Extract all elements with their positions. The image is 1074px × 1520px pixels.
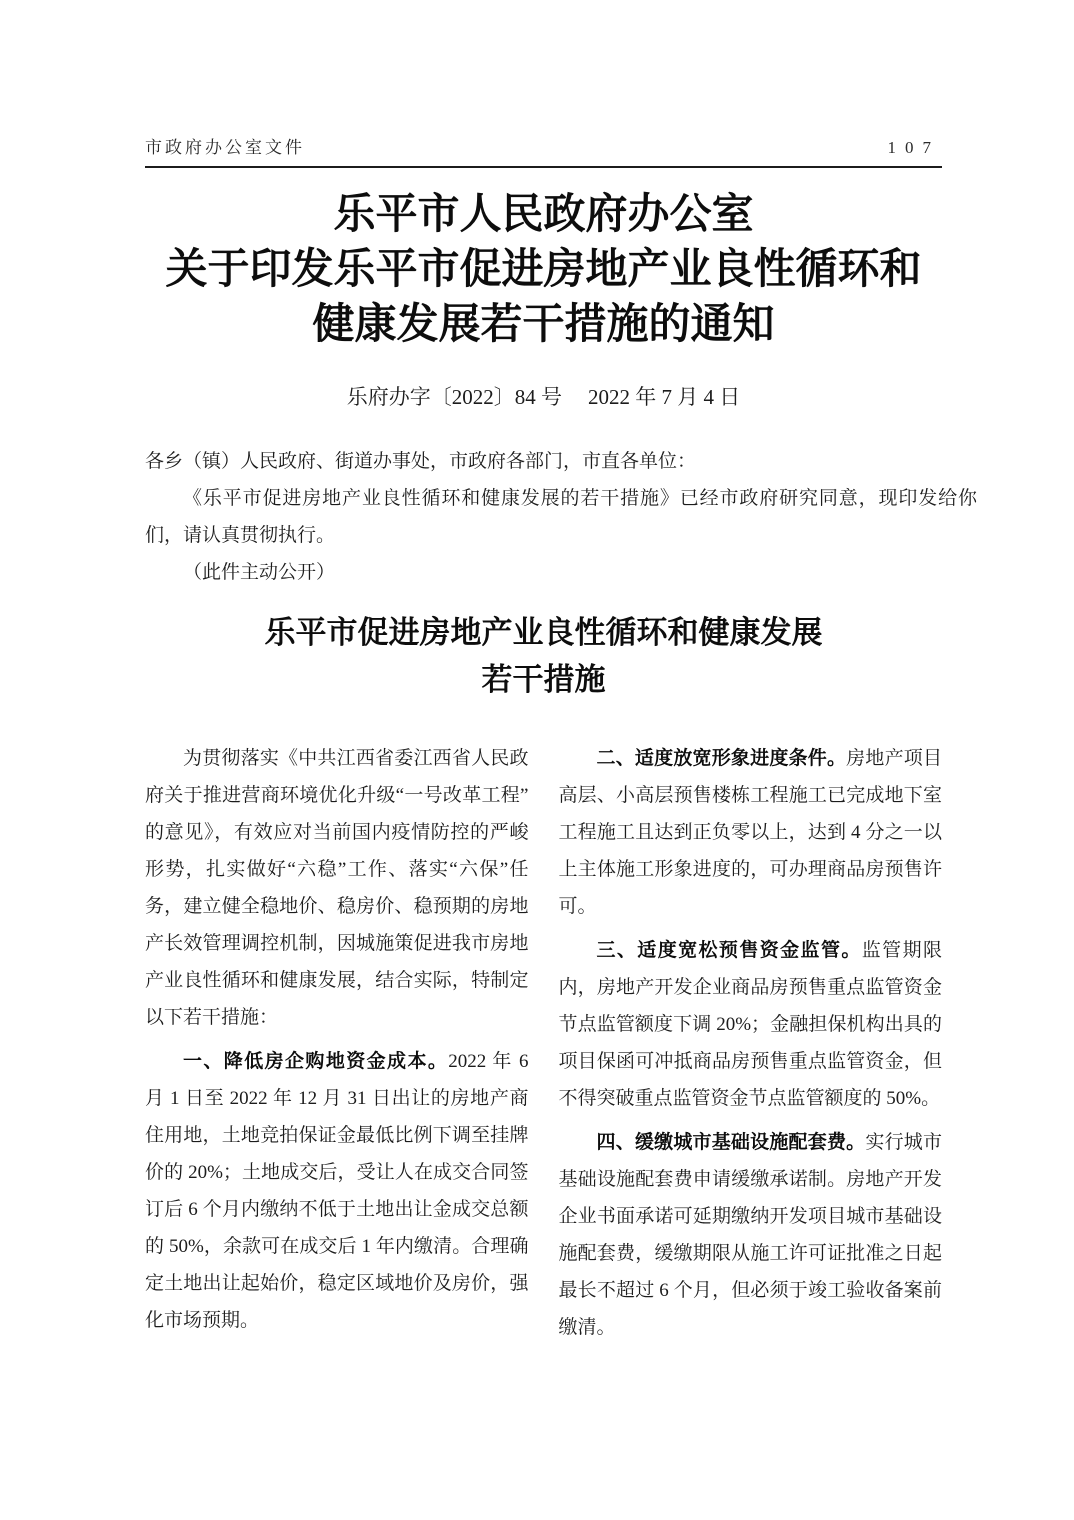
document-title-line-1: 乐平市人民政府办公室 bbox=[333, 192, 754, 238]
measure-item-2 bbox=[559, 740, 943, 925]
document-meta bbox=[145, 381, 942, 411]
page-header bbox=[145, 133, 942, 168]
measure-item-1-text: 2022 年 6 月 1 日至 2022 年 12 月 31 日出让的房地产商住用地，土地竞拍保证金最低比例下调至挂牌价的 20%；土地成交后，受让人在成交合同签订后 6 个月内缴纳不低于土地出让金成交总额的 50%，余款可在成交后 1 年内缴清。合理确定土地出让起始价，稳定区域地价及房价，强化市场预期。 bbox=[145, 1051, 529, 1331]
body-columns bbox=[145, 740, 942, 1346]
transmittal-notice bbox=[145, 443, 977, 591]
measure-item-2-lead: 二、适度放宽形象进度条件。 bbox=[596, 748, 847, 769]
document-date: 2022 年 7 月 4 日 bbox=[588, 385, 741, 409]
document-title bbox=[145, 188, 942, 353]
right-column bbox=[559, 740, 943, 1346]
notice-body: 《乐平市促进房地产业良性循环和健康发展的若干措施》已经市政府研究同意，现印发给你们，请认真贯彻执行。 bbox=[145, 488, 977, 546]
document-title-line-2: 关于印发乐平市促进房地产业良性循环和 bbox=[165, 247, 922, 293]
measures-title-line-1: 乐平市促进房地产业良性循环和健康发展 bbox=[264, 615, 823, 650]
document-title-line-3: 健康发展若干措施的通知 bbox=[312, 302, 775, 348]
salutation: 各乡（镇）人民政府、街道办事处，市政府各部门，市直各单位： bbox=[145, 451, 697, 472]
measures-title bbox=[145, 609, 942, 703]
page-number: 107 bbox=[887, 138, 940, 157]
measure-item-3-text: 监管期限内，房地产开发企业商品房预售重点监管资金节点监管额度下调 20%；金融担保机构出具的项目保函可冲抵商品房预售重点监管资金，但不得突破重点监管资金节点监管额度的 50%。 bbox=[558, 940, 942, 1109]
measure-item-4-text: 实行城市基础设施配套费申请缓缴承诺制。房地产开发企业书面承诺可延期缴纳开发项目城市基础设施配套费，缓缴期限从施工许可证批准之日起最长不超过 6 个月，但必须于竣工验收备案前缴清。 bbox=[558, 1132, 942, 1338]
left-column bbox=[145, 740, 529, 1346]
measure-item-2-text: 房地产项目高层、小高层预售楼栋工程施工已完成地下室工程施工且达到正负零以上，达到 4 分之一以上主体施工形象进度的，可办理商品房预售许可。 bbox=[558, 748, 942, 917]
measure-item-4-lead: 四、缓缴城市基础设施配套费。 bbox=[596, 1132, 866, 1153]
measure-item-1-lead: 一、降低房企购地资金成本。 bbox=[183, 1051, 449, 1072]
document-number: 乐府办字〔2022〕84 号 bbox=[346, 385, 562, 409]
measure-item-3-lead: 三、适度宽松预售资金监管。 bbox=[596, 940, 862, 961]
intro-paragraph: 为贯彻落实《中共江西省委江西省人民政府关于推进营商环境优化升级“一号改革工程”的意见》，有效应对当前国内疫情防控的严峻形势，扎实做好“六稳”工作、落实“六保”任务，建立健全稳地价、稳房价、稳预期的房地产长效管理调控机制，因城施策促进我市房地产业良性循环和健康发展，结合实际，特制定以下若干措施： bbox=[145, 748, 529, 1028]
header-label: 市政府办公室文件 bbox=[145, 138, 305, 157]
measures-title-line-2: 若干措施 bbox=[481, 662, 606, 697]
measure-item-4 bbox=[559, 1124, 943, 1346]
measure-item-3 bbox=[559, 932, 943, 1117]
measure-item-1 bbox=[145, 1043, 529, 1339]
disclosure-note: （此件主动公开） bbox=[183, 562, 336, 583]
